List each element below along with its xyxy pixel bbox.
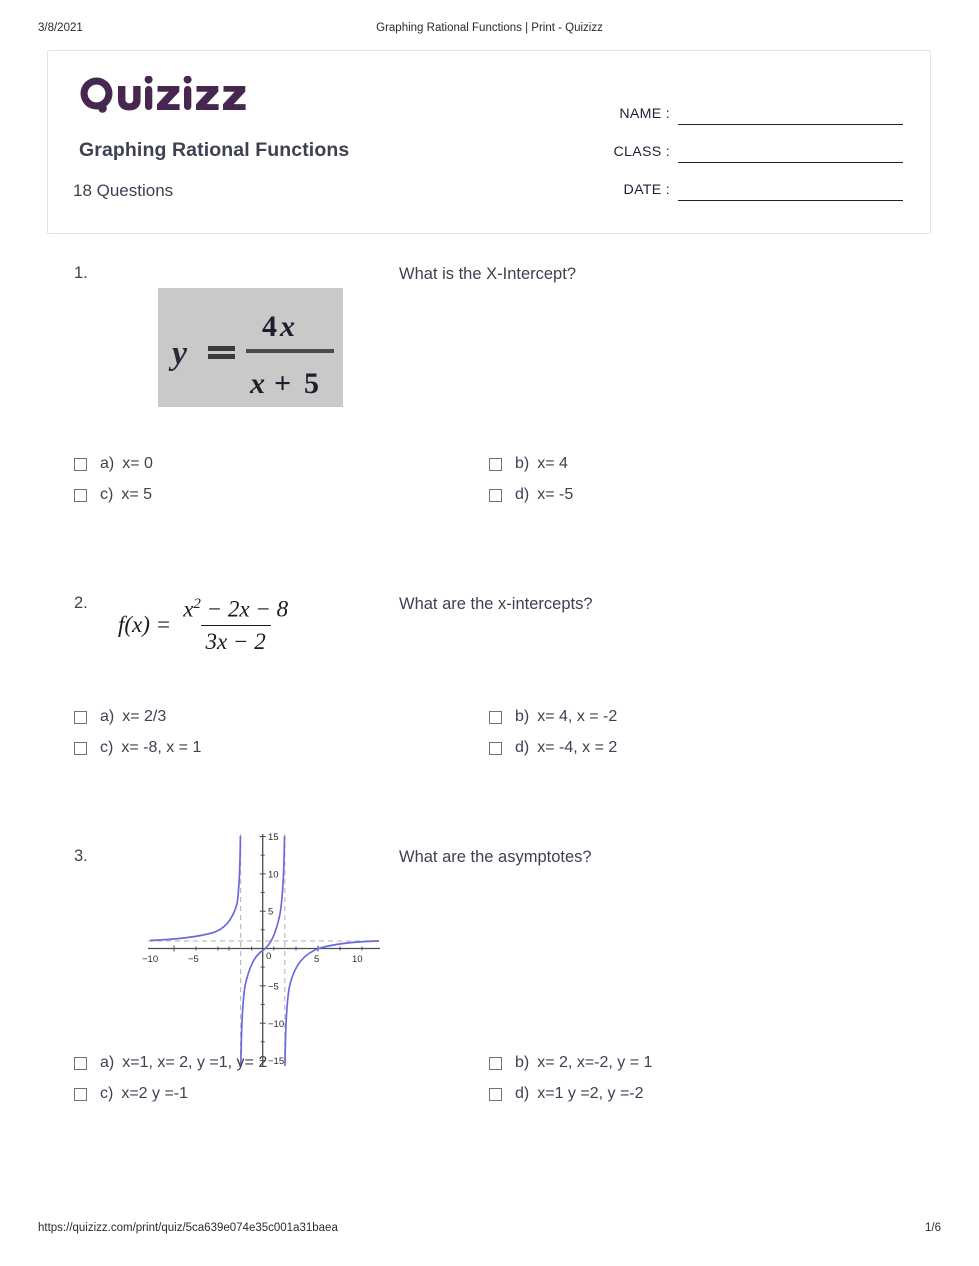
option-3c-text: x=2 y =-1	[121, 1085, 189, 1102]
question-3-number: 3.	[74, 847, 88, 865]
svg-text:5: 5	[304, 367, 319, 400]
option-3b-letter: b)	[515, 1054, 530, 1071]
checkbox-icon[interactable]	[74, 1088, 87, 1101]
question-2-number: 2.	[74, 594, 88, 612]
checkbox-icon[interactable]	[489, 489, 502, 502]
date-field-label: DATE :	[623, 182, 670, 198]
option-1a[interactable]	[74, 455, 489, 473]
option-2d-letter: d)	[515, 739, 530, 756]
option-3d[interactable]	[489, 1085, 904, 1103]
question-3-media	[118, 826, 378, 1074]
formula-q2-numerator-rest: − 2x − 8	[200, 596, 289, 622]
formula-image-q1	[158, 288, 343, 407]
option-2d[interactable]	[489, 739, 904, 757]
checkbox-icon[interactable]	[489, 1057, 502, 1070]
svg-text:10: 10	[352, 954, 363, 965]
formula-q2-lhs: f(x) =	[118, 612, 172, 638]
option-1c[interactable]	[74, 486, 489, 504]
svg-text:y: y	[172, 335, 188, 372]
question-1-number: 1.	[74, 264, 88, 282]
option-3a-text: x=1, x= 2, y =1, y= 2	[122, 1054, 268, 1071]
formula-q2-numerator	[178, 596, 293, 625]
question-3-text: What are the asymptotes?	[399, 848, 592, 866]
option-3d-text: x=1 y =2, y =-2	[537, 1085, 644, 1102]
option-1b[interactable]	[489, 455, 904, 473]
option-2c-letter: c)	[100, 739, 114, 756]
option-2d-text: x= -4, x = 2	[537, 739, 618, 756]
svg-text:+: +	[274, 367, 292, 400]
print-footer-page-number: 1/6	[925, 1222, 941, 1234]
option-1a-text: x= 0	[122, 455, 153, 472]
option-2b-text: x= 4, x = -2	[537, 708, 618, 725]
formula-q2-numerator-base: x	[183, 596, 194, 622]
option-1d[interactable]	[489, 486, 904, 504]
date-field-input[interactable]	[678, 181, 903, 201]
class-field-input[interactable]	[678, 143, 903, 163]
question-1-media	[118, 288, 378, 407]
checkbox-icon[interactable]	[74, 1057, 87, 1070]
option-1b-text: x= 4	[537, 455, 568, 472]
option-2b-letter: b)	[515, 708, 530, 725]
checkbox-icon[interactable]	[74, 489, 87, 502]
option-3c-letter: c)	[100, 1085, 114, 1102]
question-2-media	[118, 596, 378, 655]
option-1d-letter: d)	[515, 486, 530, 503]
question-3-options	[74, 1054, 904, 1103]
checkbox-icon[interactable]	[74, 711, 87, 724]
questions-list	[0, 248, 979, 1131]
option-1c-text: x= 5	[121, 486, 153, 503]
quiz-info-card	[47, 50, 931, 234]
option-2a-text: x= 2/3	[122, 708, 167, 725]
name-field-row	[563, 87, 903, 125]
question-2-options	[74, 708, 904, 757]
question-1-options	[74, 455, 904, 504]
option-2c-text: x= -8, x = 1	[121, 739, 202, 756]
name-field-label: NAME :	[619, 106, 670, 122]
question-1-text: What is the X-Intercept?	[399, 265, 576, 283]
svg-text:−15: −15	[268, 1056, 285, 1067]
checkbox-icon[interactable]	[489, 1088, 502, 1101]
svg-text:5: 5	[268, 906, 274, 918]
option-3a[interactable]	[74, 1054, 489, 1072]
print-header	[0, 22, 979, 38]
svg-text:x: x	[250, 367, 265, 400]
checkbox-icon[interactable]	[489, 742, 502, 755]
print-footer-url: https://quizizz.com/print/quiz/5ca639e074e35c001a31baea	[38, 1222, 338, 1234]
svg-text:x: x	[280, 310, 295, 343]
quizizz-logo	[76, 75, 248, 115]
question-3	[0, 831, 979, 1131]
name-field-input[interactable]	[678, 105, 903, 125]
class-field-row	[563, 125, 903, 163]
question-1	[0, 248, 979, 578]
option-1c-letter: c)	[100, 486, 114, 503]
option-3a-letter: a)	[100, 1054, 115, 1071]
question-2	[0, 578, 979, 831]
rational-function-graph	[140, 826, 385, 1074]
class-field-label: CLASS :	[613, 144, 670, 160]
option-2a-letter: a)	[100, 708, 115, 725]
checkbox-icon[interactable]	[489, 458, 502, 471]
svg-text:5: 5	[314, 954, 320, 965]
print-page-title: Graphing Rational Functions | Print - Quizizz	[376, 22, 603, 34]
formula-q2-denominator: 3x − 2	[201, 625, 271, 655]
option-3c[interactable]	[74, 1085, 489, 1103]
svg-text:15: 15	[268, 832, 279, 843]
option-3d-letter: d)	[515, 1085, 530, 1102]
svg-text:−5: −5	[268, 981, 279, 993]
question-2-text: What are the x-intercepts?	[399, 595, 593, 613]
formula-q2-fraction	[178, 596, 293, 655]
option-3b-text: x= 2, x=-2, y = 1	[537, 1054, 653, 1071]
option-1b-letter: b)	[515, 455, 530, 472]
option-2b[interactable]	[489, 708, 904, 726]
svg-text:−10: −10	[268, 1019, 285, 1030]
student-info-fields	[563, 87, 903, 201]
option-1d-text: x= -5	[537, 486, 574, 503]
quiz-title: Graphing Rational Functions	[79, 139, 350, 161]
option-2a[interactable]	[74, 708, 489, 726]
formula-text-q2	[118, 596, 378, 655]
option-3b[interactable]	[489, 1054, 904, 1072]
svg-text:−10: −10	[142, 954, 159, 965]
svg-text:4: 4	[262, 310, 277, 343]
option-2c[interactable]	[74, 739, 489, 757]
print-footer	[0, 1222, 979, 1238]
date-field-row	[563, 163, 903, 201]
svg-text:−5: −5	[188, 954, 199, 965]
option-1a-letter: a)	[100, 455, 115, 472]
checkbox-icon[interactable]	[74, 742, 87, 755]
formula-q2-numerator-exponent: 2	[193, 596, 201, 612]
svg-text:0: 0	[266, 951, 272, 962]
print-date: 3/8/2021	[38, 22, 83, 34]
quiz-question-count: 18 Questions	[73, 181, 174, 200]
svg-text:10: 10	[268, 869, 279, 881]
checkbox-icon[interactable]	[74, 458, 87, 471]
checkbox-icon[interactable]	[489, 711, 502, 724]
